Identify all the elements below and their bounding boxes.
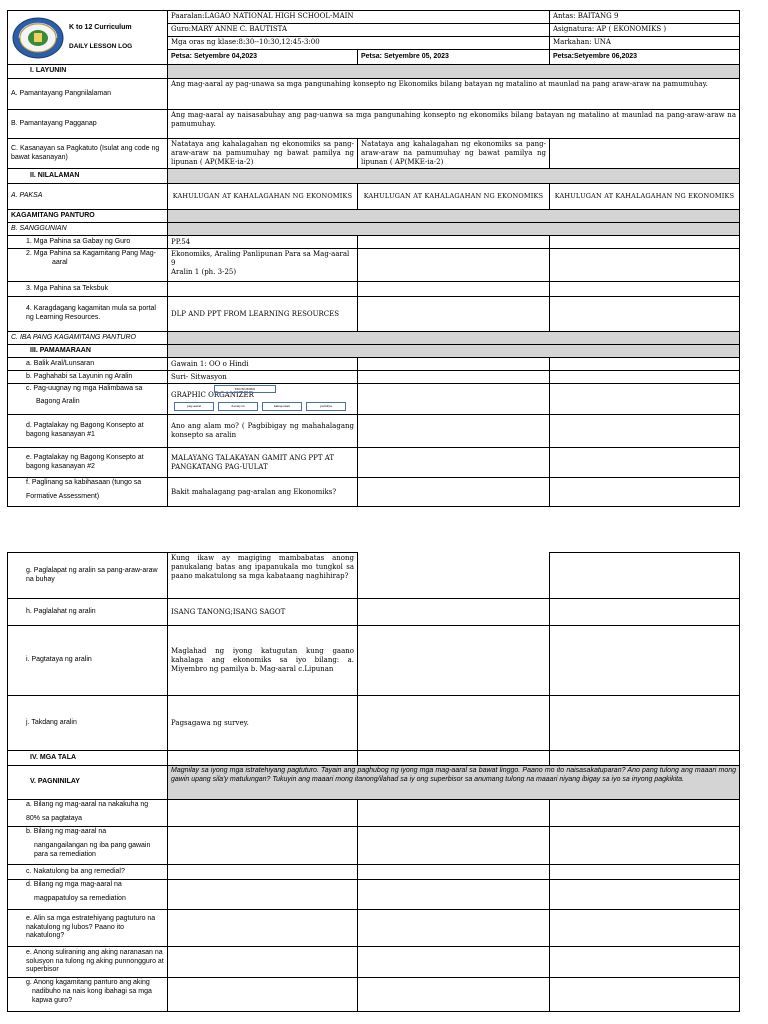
reflection-b-day1 — [168, 827, 358, 865]
karagdagang-label: 4. Karagdagang kagamitan mula sa portal ng Learning Resources. — [8, 297, 168, 332]
reflection-d-label-line1: d. Bilang ng mga mag-aaral na — [26, 881, 122, 888]
paguugnay-day3 — [550, 384, 740, 415]
takdang-day3 — [550, 696, 740, 751]
page2-table — [7, 552, 740, 1012]
balik-day3 — [550, 358, 740, 371]
reflection-d-label-line2: magpapatuloy sa remediation — [34, 894, 126, 902]
reflection-g-day1 — [168, 978, 358, 1012]
header-table — [7, 10, 740, 507]
kagamitang-pang-day3 — [550, 249, 740, 282]
reflection-c-day3 — [550, 865, 740, 880]
teacher-field: Guro:MARY ANNE C. BAUTISTA — [168, 24, 550, 37]
talakay1-text: Ano ang alam mo? ( Pagbibigay ng mahahalagang konsepto sa aralin — [168, 415, 358, 448]
reflection-f-day3 — [550, 947, 740, 978]
pagtataya-day2 — [358, 626, 550, 696]
kagamitang-pang-label-line2: aaral — [52, 258, 68, 266]
pamamaraan-bar — [168, 345, 740, 358]
reflection-a-day2 — [358, 800, 550, 827]
logo-cell — [8, 11, 168, 65]
takdang-label: j. Takdang aralin — [8, 696, 168, 751]
reflection-g-label — [8, 978, 168, 1012]
tala-day2 — [358, 751, 550, 766]
paguugnay-label-line2: Bagong Aralin — [36, 397, 80, 405]
reflection-e-label: e. Alin sa mga estratehiyang pagtuturo na nakatulong ng lubos? Paano ito nakatulong? — [8, 910, 168, 947]
kasanayan-label: C. Kasanayan sa Pagkatuto (Isulat ang code ng bawat kasanayan) — [8, 139, 168, 169]
reflection-c-label: c. Nakatulong ba ang remedial? — [8, 865, 168, 880]
pangnilalaman-label: A. Pamantayang Pangnilalaman — [8, 79, 168, 110]
paglalapat-text: Kung ikaw ay magiging mambabatas anong panukalang batas ang ipapanukala mo tungkol sa paano makatulong sa mga kabataang naghihirap? — [168, 553, 358, 599]
karagdagang-day3 — [550, 297, 740, 332]
paghahabi-day3 — [550, 371, 740, 384]
log-title: DAILY LESSON LOG — [69, 42, 133, 50]
talakay1-label: d. Pagtalakay ng Bagong Konsepto at bagong kasanayan #1 — [8, 415, 168, 448]
date-day1: Petsa: Setyembre 04,2023 — [168, 50, 358, 65]
pagtataya-day3 — [550, 626, 740, 696]
reflection-a-day1 — [168, 800, 358, 827]
kasanayan-text-day2: Natataya ang kahalagahan ng ekonomiks sa pang-araw-araw na pamumuhay ng bawat pamilya ng lipunan ( AP(MKE-ia-2) — [358, 139, 550, 169]
reflection-c-day2 — [358, 865, 550, 880]
talakay2-text: MALAYANG TALAKAYAN GAMIT ANG PPT AT PANGKATANG PAG-UULAT — [168, 448, 358, 478]
balik-text: Gawain 1: OO o Hindi — [168, 358, 358, 371]
karagdagang-text: DLP AND PPT FROM LEARNING RESOURCES — [168, 297, 358, 332]
talakay1-day2 — [358, 415, 550, 448]
gabay-label: 1. Mga Pahina sa Gabay ng Guro — [8, 236, 168, 249]
paglinang-label-line2: Formative Assessment) — [26, 492, 100, 500]
date-day2: Petsa: Setyembre 05, 2023 — [358, 50, 550, 65]
teksbuk-day2 — [358, 282, 550, 297]
kagamitang-bar — [168, 210, 740, 223]
kagamitang-aralin: Aralin 1 (ph. 3-25) — [171, 267, 237, 276]
gabay-text: PP.54 — [168, 236, 358, 249]
pagganap-label: B. Pamantayang Pagganap — [8, 110, 168, 139]
paghahabi-day2 — [358, 371, 550, 384]
kagamitang-panturo-label: KAGAMITANG PANTURO — [8, 210, 168, 223]
reflection-g-label-line1: g. Anong kagamitang panturo ang aking — [26, 979, 150, 986]
talakay2-day3 — [550, 448, 740, 478]
tala-day3 — [550, 751, 740, 766]
teksbuk-day1 — [168, 282, 358, 297]
tala-day1 — [168, 751, 358, 766]
iba-pang-bar — [168, 332, 740, 345]
pagtataya-text: Maglahad ng iyong katugutan kung gaano kahalaga ang ekonomiks sa iyo bilang: a. Miyembro ng pamilya b. Mag-aaral c.Lipunan — [168, 626, 358, 696]
paguugnay-text — [168, 384, 358, 415]
reflection-a-label — [8, 800, 168, 827]
paglinang-day3 — [550, 478, 740, 507]
reflection-g-label-line2: nadibuho na nais kong ibahagi sa mga kapwa guro? — [32, 987, 152, 1004]
go-box-1: pag-aaral — [174, 402, 214, 411]
gabay-day2 — [358, 236, 550, 249]
paguugnay-label — [8, 384, 168, 415]
grade-field: Antas: BAITANG 9 — [550, 11, 740, 24]
paglinang-text: Bakit mahalagang pag-aralan ang Ekonomiks? — [168, 478, 358, 507]
talakay2-day2 — [358, 448, 550, 478]
school-seal-icon — [11, 16, 65, 60]
pagninilay-instructions: Magnilay sa iyong mga istratehiyang pagtuturo. Tayain ang paghubog ng iyong mga mag-aaral sa bawat linggo. Paano mo ito naisasakatuparan? Ano pang tulong ang maaari mong gawin upang sila'y matulungan? Tukuyin ang maaari mong itanong/ilahad sa iy ong superbisor sa anumang tulong na maaari niyang ibigay sa iyo sa inyong pagkikita. — [168, 766, 740, 800]
go-box-main: EKONOMIKS — [214, 385, 276, 393]
teksbuk-label: 3. Mga Pahina sa Teksbuk — [8, 282, 168, 297]
layunin-bar — [168, 65, 740, 79]
paglalapat-label: g. Paglalapat ng aralin sa pang-araw-araw na buhay — [8, 553, 168, 599]
pangnilalaman-text: Ang mag-aaral ay pag-unawa sa mga pangunahing konsepto ng Ekonomiks bilang batayan ng matalino at maunlad na pang araw-araw na pamumuhay. — [168, 79, 740, 110]
paksa-day2: KAHULUGAN AT KAHALAGAHAN NG EKONOMIKS — [358, 184, 550, 210]
kagamitang-pang-label — [8, 249, 168, 282]
section-pagninilay: V. PAGNINILAY — [8, 766, 168, 800]
go-box-3: kakapusan — [262, 402, 302, 411]
reflection-g-day2 — [358, 978, 550, 1012]
reflection-e-day1 — [168, 910, 358, 947]
paksa-day3: KAHULUGAN AT KAHALAGAHAN NG EKONOMIKS — [550, 184, 740, 210]
reflection-d-label — [8, 880, 168, 910]
kasanayan-text-day1: Natataya ang kahalagahan ng ekonomiks sa pang-araw-araw na pamumuhay ng bawat pamilya ng lipunan ( AP(MKE-ia-2) — [168, 139, 358, 169]
paghahabi-label: b. Paghahabi sa Layunin ng Aralin — [8, 371, 168, 384]
sanggunian-label: B. SANGGUNIAN — [8, 223, 168, 236]
karagdagang-day2 — [358, 297, 550, 332]
paglalahat-day2 — [358, 599, 550, 626]
reflection-e-day3 — [550, 910, 740, 947]
reflection-f-day1 — [168, 947, 358, 978]
gabay-day3 — [550, 236, 740, 249]
go-box-2: desisyon — [218, 402, 258, 411]
reflection-a-day3 — [550, 800, 740, 827]
reflection-b-label-line2: nangangailangan ng iba pang gawain para sa remediation — [34, 841, 151, 858]
takdang-text: Pagsagawa ng survey. — [168, 696, 358, 751]
reflection-b-label-line1: b. Bilang ng mag-aaral na — [26, 828, 107, 835]
paglinang-day2 — [358, 478, 550, 507]
paglalapat-day2 — [358, 553, 550, 599]
paglalahat-text: ISANG TANONG;ISANG SAGOT — [168, 599, 358, 626]
reflection-b-day2 — [358, 827, 550, 865]
reflection-d-day1 — [168, 880, 358, 910]
reflection-f-day2 — [358, 947, 550, 978]
curriculum-label: K to 12 Curriculum — [69, 24, 132, 32]
paglinang-label — [8, 478, 168, 507]
reflection-a-label-line1: a. Bilang ng mag-aaral na nakakuha ng — [26, 801, 149, 808]
lesson-log-page-1 — [7, 10, 739, 507]
balik-label: a. Balik Aral/Lunsaran — [8, 358, 168, 371]
reflection-g-day3 — [550, 978, 740, 1012]
reflection-d-day3 — [550, 880, 740, 910]
date-day3: Petsa:Setyembre 06,2023 — [550, 50, 740, 65]
paglalapat-day3 — [550, 553, 740, 599]
go-box-4: pamilya — [306, 402, 346, 411]
reflection-c-day1 — [168, 865, 358, 880]
reflection-b-label — [8, 827, 168, 865]
time-field: Mga oras ng klase:8:30--10:30,12:45-3:00 — [168, 37, 550, 50]
quarter-field: Markahan: UNA — [550, 37, 740, 50]
paguugnay-day2 — [358, 384, 550, 415]
reflection-d-day2 — [358, 880, 550, 910]
pagtataya-label: i. Pagtataya ng aralin — [8, 626, 168, 696]
graphic-organizer-title: GRAPHIC ORGANIZER — [171, 391, 254, 399]
paksa-day1: KAHULUGAN AT KAHALAGAHAN NG EKONOMIKS — [168, 184, 358, 210]
sanggunian-bar — [168, 223, 740, 236]
balik-day2 — [358, 358, 550, 371]
subject-field: Asignatura: AP ( EKONOMIKS ) — [550, 24, 740, 37]
section-tala: IV. MGA TALA — [8, 751, 168, 766]
paglalahat-day3 — [550, 599, 740, 626]
kasanayan-text-day3 — [550, 139, 740, 169]
section-layunin: I. LAYUNIN — [8, 65, 168, 79]
paglalahat-label: h. Paglalahat ng aralin — [8, 599, 168, 626]
school-field: Paaralan:LAGAO NATIONAL HIGH SCHOOL-MAIN — [168, 11, 550, 24]
talakay1-day3 — [550, 415, 740, 448]
kagamitang-pang-label-line1: 2. Mga Pahina sa Kagamitang Pang Mag- — [26, 250, 156, 257]
takdang-day2 — [358, 696, 550, 751]
reflection-f-label: e. Anong suliraning ang aking naranasan na solusyon na tulong ng aking punnongguro at superbisor — [8, 947, 168, 978]
lesson-log-page-2 — [7, 552, 739, 1012]
reflection-b-day3 — [550, 827, 740, 865]
teksbuk-day3 — [550, 282, 740, 297]
pagganap-text: Ang mag-aaral ay naisasabuhay ang pag-uanwa sa mga pangunahing konsepto ng ekonomiks bilang batayan ng matalino at maunlad na pang-araw-araw na pamumuhay. — [168, 110, 740, 139]
nilalaman-bar — [168, 169, 740, 184]
section-nilalaman: II. NILALAMAN — [8, 169, 168, 184]
paguugnay-label-line1: c. Pag-uugnay ng mga Halimbawa sa — [26, 385, 143, 392]
iba-pang-label: C. IBA PANG KAGAMITANG PANTURO — [8, 332, 168, 345]
paksa-label: A. PAKSA — [8, 184, 168, 210]
paglinang-label-line1: f. Paglinang sa kabihasaan (tungo sa — [26, 479, 142, 486]
section-pamamaraan: III. PAMAMARAAN — [8, 345, 168, 358]
reflection-e-day2 — [358, 910, 550, 947]
kagamitang-book: Ekonomiks, Araling Panlipunan Para sa Mag-aaral 9 — [171, 250, 350, 267]
kagamitang-pang-text — [168, 249, 358, 282]
kagamitang-pang-day2 — [358, 249, 550, 282]
reflection-a-label-line2: 80% sa pagtataya — [26, 814, 83, 822]
paghahabi-text: Suri- Sitwasyon — [168, 371, 358, 384]
talakay2-label: e. Pagtalakay ng Bagong Konsepto at bagong kasanayan #2 — [8, 448, 168, 478]
